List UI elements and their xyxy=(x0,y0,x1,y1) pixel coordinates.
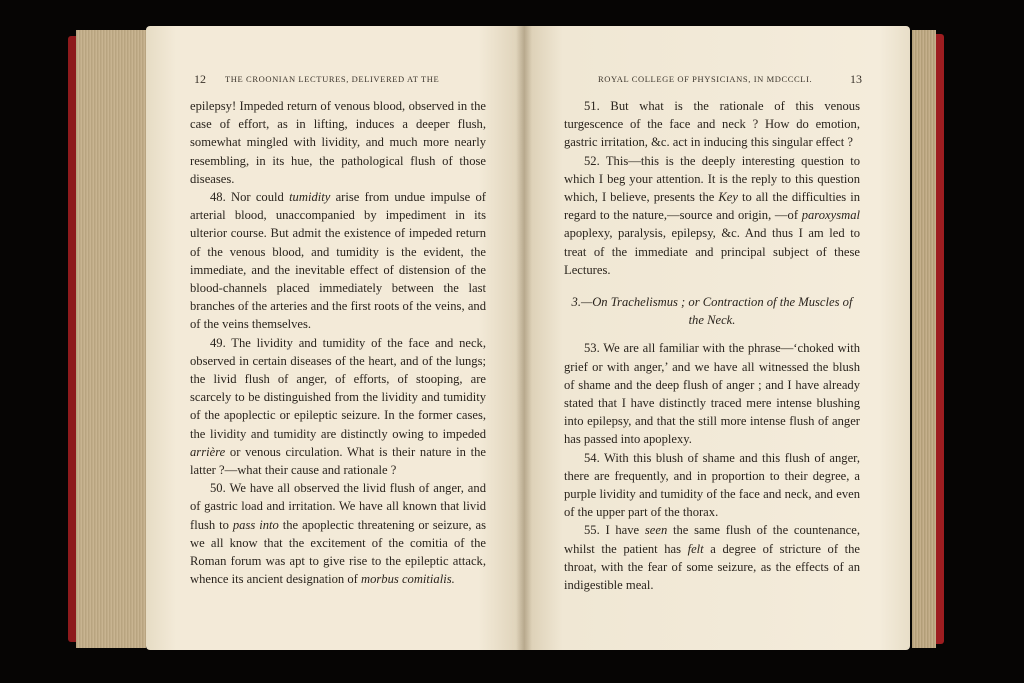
open-book xyxy=(68,26,944,652)
section-heading: 3.—On Trachelismus ; or Contraction of the Muscles of the Neck. xyxy=(571,295,853,328)
paragraph-51: 51. But what is the rationale of this venous turgescence of the face and neck ? How do emotion, gastric irritation, &c. act in inducing this singular effect ? xyxy=(564,99,860,150)
paragraph-55: 55. I have seen the same flush of the countenance, whilst the patient has felt a degree of stricture of the throat, with the fear of some seizure, as the effects of an indigestible meal. xyxy=(564,523,860,593)
page-number-right: 13 xyxy=(850,72,862,86)
page-number-left: 12 xyxy=(194,72,206,86)
left-page-text xyxy=(190,97,486,588)
running-header-left: THE CROONIAN LECTURES, DELIVERED AT THE xyxy=(225,74,440,84)
running-header-right: ROYAL COLLEGE OF PHYSICIANS, IN MDCCCLI. xyxy=(598,74,813,84)
paragraph-48: 48. Nor could tumidity arise from undue impulse of arterial blood, unaccompanied by impediment in its ulterior course. But admit the existence of impeded return of the venous blood, and tumidity is the evident, the immediate, and the inevitable effect of distension of the blood-channels placed immediately between the last branches of the arteries and the first roots of the veins, and of the veins themselves. xyxy=(190,190,486,332)
paragraph-52: 52. This—this is the deeply interesting question to which I beg your attention. It is the reply to this question which, I believe, presents the Key to all the difficulties in regard to the nature,—source and origin, —of paroxysmal apoplexy, paralysis, epilepsy, &c. And thus I am led to treat of the immediate and principal subject of these Lectures. xyxy=(564,153,861,277)
paragraph: epilepsy! Impeded return of venous blood, observed in the case of effort, as in lifting, induces a deeper flush, somewhat mingled with lividity, and much more nearly resembling, in its hue, the pathological flush of those diseases. xyxy=(190,99,486,186)
paragraph-53: 53. We are all familiar with the phrase—‘choked with grief or with anger,’ and we have all witnessed the blush of shame and the deep flush of anger ; and I have already stated that I have distinctly traced mere intense blushing into epilepsy, and that the still more intense flush of anger has passed into apoplexy. xyxy=(564,341,860,447)
book-gutter xyxy=(516,26,532,650)
right-page xyxy=(524,26,910,650)
page-edges-right xyxy=(912,30,936,648)
paragraph-54: 54. With this blush of shame and this flush of anger, there are frequently, and in proportion to their degree, a purple lividity and tumidity of the face and neck, and even of the upper part of the thorax. xyxy=(564,450,860,520)
right-page-text xyxy=(564,97,860,594)
paragraph-49: 49. The lividity and tumidity of the face and neck, observed in certain diseases of the heart, and of the lungs; the livid flush of anger, of efforts, of stooping, are scarcely to be distinguished from the lividity and tumidity of the apoplectic or epileptic seizure. In the former cases, the lividity and tumidity are distinctly owing to impeded arrière or venous circulation. What is their nature in the latter ?—what their cause and rationale ? xyxy=(190,335,486,478)
paragraph-50: 50. We have all observed the livid flush of anger, and of gastric load and irritation. We have all known that livid flush to pass into the apoplectic threatening or seizure, as we all know that the excitement of the comitia of the Roman forum was apt to give rise to the epileptic attack, whence its ancient designation of morbus comitialis. xyxy=(190,481,487,587)
page-edges-left xyxy=(76,30,146,648)
left-page xyxy=(146,26,524,650)
